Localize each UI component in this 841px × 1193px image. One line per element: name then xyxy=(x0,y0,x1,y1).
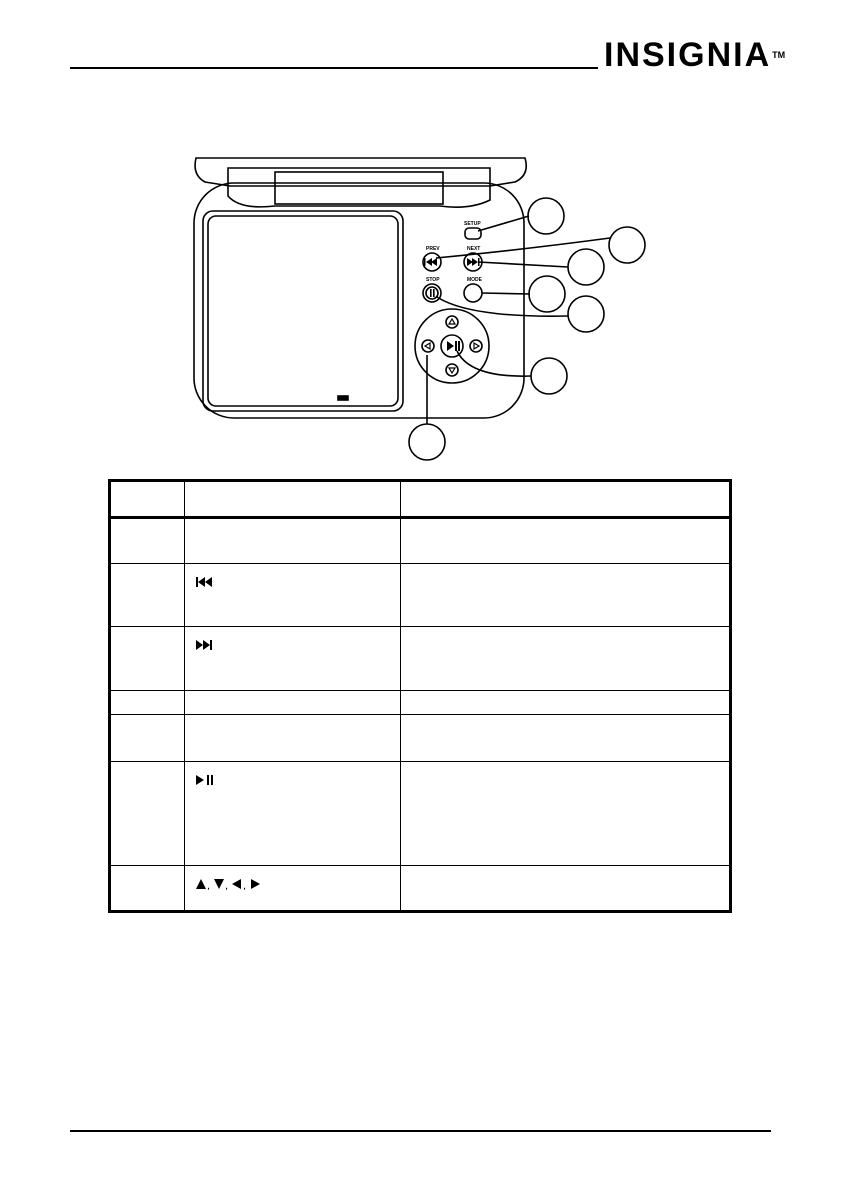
lid-hinge xyxy=(228,168,490,207)
row-number xyxy=(110,564,185,627)
down-button xyxy=(446,364,458,376)
setup-button xyxy=(465,228,481,239)
row-number xyxy=(110,691,185,715)
row-button xyxy=(185,715,401,762)
row-description xyxy=(401,518,731,564)
controls-table xyxy=(108,479,732,913)
row-description xyxy=(401,715,731,762)
row-button xyxy=(185,691,401,715)
svg-text:,: , xyxy=(243,879,247,890)
player-diagram xyxy=(0,0,841,470)
play-pause-icon xyxy=(195,774,215,786)
row-number xyxy=(110,627,185,691)
arrow-buttons-icon xyxy=(195,878,265,890)
callout-3 xyxy=(568,249,604,285)
row-description xyxy=(401,866,731,912)
up-button xyxy=(446,316,458,328)
screen-inner xyxy=(208,216,398,406)
left-button xyxy=(422,340,434,352)
callout-6 xyxy=(531,358,567,394)
mode-label: MODE xyxy=(467,277,482,283)
callout-7 xyxy=(409,424,445,460)
header-description xyxy=(401,481,731,518)
previous-icon xyxy=(195,576,215,588)
table-row xyxy=(110,627,731,691)
table-row xyxy=(110,866,731,912)
row-button xyxy=(185,866,401,912)
screen-indicator xyxy=(338,396,348,400)
table-row xyxy=(110,518,731,564)
callout-5 xyxy=(568,296,604,332)
callout-4 xyxy=(529,276,565,312)
row-button xyxy=(185,518,401,564)
table-row xyxy=(110,762,731,866)
callout-1 xyxy=(528,198,564,234)
prev-label: PREV xyxy=(426,246,440,252)
row-number xyxy=(110,518,185,564)
screen-outer xyxy=(203,211,403,411)
footer-rule xyxy=(70,1130,771,1132)
table-header-row xyxy=(110,481,731,518)
table-row xyxy=(110,691,731,715)
next-icon xyxy=(195,639,215,651)
header-button xyxy=(185,481,401,518)
trademark: TM xyxy=(772,50,786,60)
table-row xyxy=(110,715,731,762)
next-label: NEXT xyxy=(467,246,481,252)
row-button xyxy=(185,762,401,866)
row-description xyxy=(401,691,731,715)
lid-latch xyxy=(275,172,443,204)
callout-2 xyxy=(609,227,645,263)
brand-name: INSIGNIA xyxy=(604,36,772,74)
mode-button xyxy=(464,284,482,302)
stop-label: STOP xyxy=(426,277,440,283)
row-description xyxy=(401,564,731,627)
player-body xyxy=(194,183,524,418)
setup-label: SETUP xyxy=(464,221,481,227)
row-number xyxy=(110,715,185,762)
row-number xyxy=(110,866,185,912)
svg-text:,: , xyxy=(225,879,229,890)
header-number xyxy=(110,481,185,518)
svg-text:,: , xyxy=(207,879,211,890)
right-button xyxy=(470,340,482,352)
row-button xyxy=(185,564,401,627)
row-description xyxy=(401,762,731,866)
row-description xyxy=(401,627,731,691)
table-row xyxy=(110,564,731,627)
row-button xyxy=(185,627,401,691)
row-number xyxy=(110,762,185,866)
